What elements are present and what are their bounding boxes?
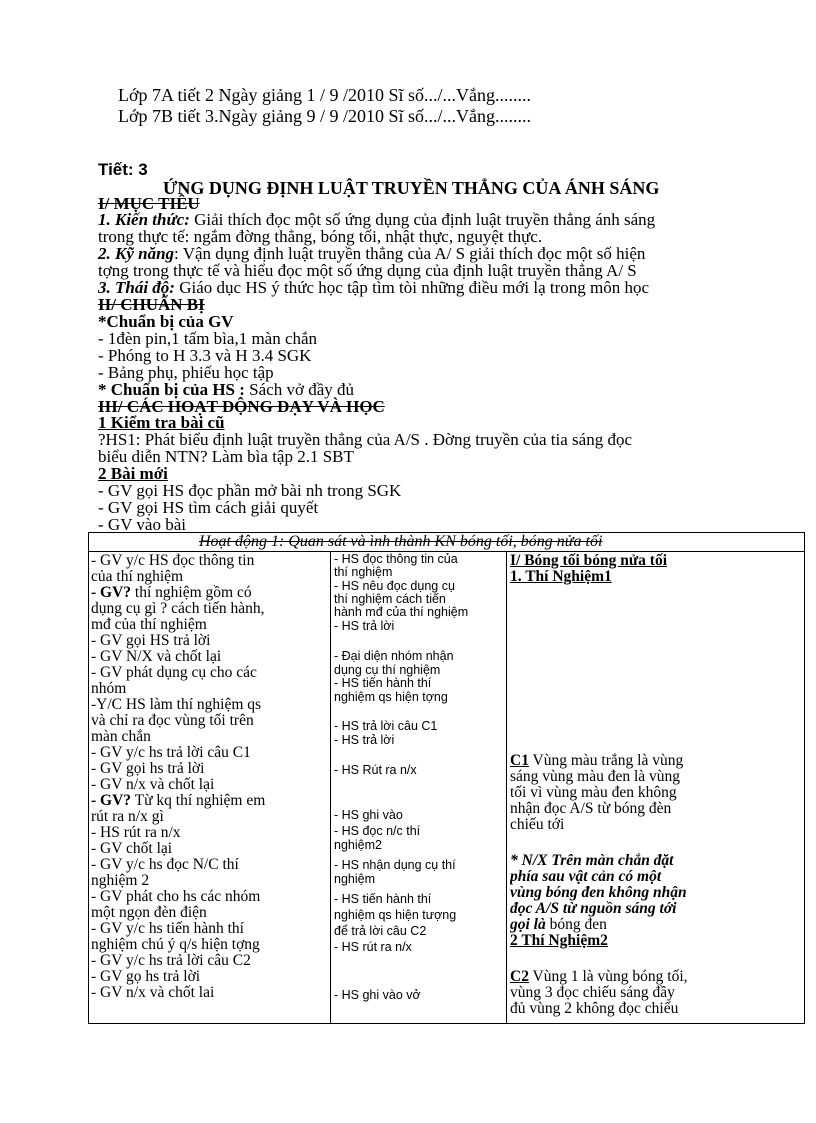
class-7b-line: Lớp 7B tiết 3.Ngày giảng 9 / 9 /2010 Sĩ số.../...Vắng........ xyxy=(118,106,531,126)
cell-text: - GV N/X và chốt lại xyxy=(91,648,222,665)
cell-text: - GV phát cho hs các nhóm xyxy=(91,888,261,905)
cell-text: * N/X Trên màn chắn đặt xyxy=(510,852,674,869)
cell-line xyxy=(334,620,394,633)
cell-text: dụng cụ thí nghiệm xyxy=(334,663,441,677)
cell-text: - HS trả lời xyxy=(334,619,395,633)
cell-text: 2 Thí Nghiệm2 xyxy=(510,932,608,949)
activity-table xyxy=(88,532,805,1024)
cell-text: - GV n/x và chốt lai xyxy=(91,984,215,1001)
cell-text: chiếu tới xyxy=(510,816,565,833)
cell-text: mđ của thí nghiệm xyxy=(91,616,207,633)
cell-text: - GV n/x và chốt lại xyxy=(91,776,215,793)
lesson-number: Tiết: 3 xyxy=(98,160,148,179)
cell-line xyxy=(334,606,468,619)
cell-line xyxy=(510,917,607,933)
cell-text: một ngọn đèn điện xyxy=(91,904,207,921)
cell-line xyxy=(334,566,392,579)
activities-heading: III/ CÁC HOẠT ĐỘNG DẠY VÀ HỌC xyxy=(98,397,385,416)
cell-text: C2 xyxy=(510,968,529,985)
cell-line xyxy=(510,785,677,801)
skill-line-2: tợng trong thực tế và hiểu đọc một số ứng dụng của định luật truyền thẳng A/ S xyxy=(98,261,637,280)
cell-line xyxy=(91,809,164,825)
cell-line xyxy=(334,893,431,906)
cell-line xyxy=(91,585,252,601)
cell-line xyxy=(510,985,675,1001)
cell-text: màn chắn xyxy=(91,728,151,745)
cell-line xyxy=(91,953,251,969)
new-lesson-item: - GV gọi HS tìm cách giải quyết xyxy=(98,498,319,517)
cell-line xyxy=(334,909,456,922)
cell-text: - GV y/c hs đọc N/C thí xyxy=(91,856,239,873)
activity-title: Hoạt động 1: Quan sát và ình thành KN bóng tối, bóng nửa tối xyxy=(199,533,603,550)
cell-line xyxy=(510,885,687,901)
cell-text: tối vì vùng màu đen không xyxy=(510,784,677,801)
cell-line xyxy=(334,691,448,704)
cell-text: nghiệm qs hiện tượng xyxy=(334,908,457,922)
cell-text: -Y/C HS làm thí nghiệm qs xyxy=(91,696,262,713)
cell-text: đọc A/S từ nguồn sáng tới xyxy=(510,900,677,917)
cell-text-rest: bóng đen xyxy=(545,916,607,933)
attitude-label: 3. Thái độ: xyxy=(98,278,175,297)
cell-text: - HS trả lời xyxy=(334,733,395,747)
cell-line xyxy=(91,937,260,953)
check-question-line-1: ?HS1: Phát biểu định luật truyền thẳng của A/S . Đờng truyền của tia sáng đọc xyxy=(98,430,632,449)
cell-line xyxy=(91,857,239,873)
cell-text: - HS ghi vào xyxy=(334,808,403,822)
cell-line xyxy=(334,650,454,663)
cell-text: - GV gọi hs trả lời xyxy=(91,760,205,777)
cell-text: - HS rút ra n/x xyxy=(91,824,181,841)
cell-text: thí nghiệm xyxy=(334,565,393,579)
cell-text: của thí nghiệm xyxy=(91,568,184,585)
cell-line xyxy=(510,869,661,885)
cell-line xyxy=(91,665,257,681)
check-question-line-2: biểu diễn NTN? Làm bìa tập 2.1 SBT xyxy=(98,447,354,466)
cell-line xyxy=(91,745,251,761)
cell-text-rest: Vùng 1 là vùng bóng tối, xyxy=(528,968,688,985)
cell-text: - GV gọi HS trả lời xyxy=(91,632,211,649)
cell-line xyxy=(334,764,417,777)
new-lesson-item: - GV vào bài xyxy=(98,515,186,534)
cell-text: C1 xyxy=(510,752,529,769)
cell-text: - HS tiến hành thí xyxy=(334,676,432,690)
cell-text: - GV y/c HS đọc thông tin xyxy=(91,553,255,569)
cell-line xyxy=(91,889,260,905)
cell-line xyxy=(510,901,676,917)
cell-line xyxy=(91,649,221,665)
cell-line xyxy=(91,729,151,745)
cell-text: nghiệm2 xyxy=(334,838,382,852)
cell-line xyxy=(334,941,412,954)
cell-line xyxy=(510,769,680,785)
cell-line xyxy=(91,793,265,809)
cell-line xyxy=(334,925,426,938)
cell-line xyxy=(334,989,421,1002)
cell-line xyxy=(510,853,674,869)
cell-text: - HS nhận dụng cụ thí xyxy=(334,858,456,872)
cell-line xyxy=(91,713,254,729)
student-prep-label: * Chuẩn bị của HS : xyxy=(98,380,245,399)
new-lesson-item: - GV gọi HS đọc phần mở bài nh trong SGK xyxy=(98,481,402,500)
cell-line xyxy=(510,817,564,833)
cell-line xyxy=(334,809,403,822)
cell-text: - GV? xyxy=(91,792,132,809)
prep-item: - 1đèn pin,1 tấm bìa,1 màn chắn xyxy=(98,329,318,348)
cell-text: - GV? xyxy=(91,584,132,601)
cell-text: nghiệm 2 xyxy=(91,872,150,889)
cell-line xyxy=(91,697,261,713)
student-prep-text: Sách vở đầy đủ xyxy=(244,380,355,399)
cell-text: - HS đọc n/c thí xyxy=(334,824,421,838)
skill-label: 2. Kỹ năng xyxy=(98,244,175,263)
cell-text: nghiệm chú ý q/s hiện tợng xyxy=(91,936,260,953)
cell-text: - HS tiến hành thí xyxy=(334,892,432,906)
cell-line xyxy=(334,825,420,838)
cell-line xyxy=(510,801,671,817)
cell-text: - GV y/c hs tiến hành thí xyxy=(91,920,244,937)
preparation-heading: II/ CHUẨN BỊ xyxy=(98,295,205,314)
skill-text-1: : Vận dụng định luật truyền thẳng của A/ S giải thích đọc một số hiện xyxy=(174,244,646,263)
cell-text: hành mđ của thí nghiệm xyxy=(334,605,469,619)
cell-text-rest: thí nghiệm gồm có xyxy=(131,584,252,601)
new-lesson-heading: 2 Bài mới xyxy=(98,464,168,483)
cell-line xyxy=(91,761,204,777)
column-divider xyxy=(330,551,331,1023)
cell-text: sáng vùng màu đen là vùng xyxy=(510,768,681,785)
cell-line xyxy=(91,617,207,633)
knowledge-text-1: Giải thích đọc một số ứng dụng của định luật truyền thẳng ánh sáng xyxy=(189,210,656,229)
cell-text: phía sau vật cản có một xyxy=(510,868,662,885)
cell-text: - GV gọ hs trả lời xyxy=(91,968,201,985)
cell-text: dụng cụ gì ? cách tiến hành, xyxy=(91,600,265,617)
cell-line xyxy=(510,969,688,985)
cell-line xyxy=(334,839,382,852)
cell-text: I/ Bóng tối bóng nửa tối xyxy=(510,553,668,569)
cell-line xyxy=(91,873,149,889)
cell-line xyxy=(334,720,437,733)
attitude-text: Giáo dục HS ý thức học tập tìm tòi những điều mới lạ trong môn học xyxy=(174,278,650,297)
cell-line xyxy=(510,569,612,585)
cell-text: đủ vùng 2 không đọc chiếu xyxy=(510,1000,679,1017)
cell-line xyxy=(91,681,126,697)
column-divider xyxy=(506,551,507,1023)
lesson-title: ỨNG DỤNG ĐỊNH LUẬT TRUYỀN THẲNG CỦA ÁNH SÁNG xyxy=(163,178,660,198)
cell-line xyxy=(334,873,375,886)
cell-text: rút ra n/x gì xyxy=(91,808,164,825)
cell-line xyxy=(510,933,608,949)
cell-line xyxy=(334,859,456,872)
cell-text: nhận đọc A/S từ bóng đèn xyxy=(510,800,672,817)
cell-text: để trả lời câu C2 xyxy=(334,924,427,938)
teacher-activity-column xyxy=(91,553,326,1023)
cell-text-rest: Từ kq thí nghiệm em xyxy=(131,792,266,809)
cell-text: thí nghiệm cách tiến xyxy=(334,592,446,606)
cell-text: và chỉ ra đọc vùng tối trên xyxy=(91,712,254,729)
cell-line xyxy=(510,753,683,769)
cell-line xyxy=(91,825,181,841)
cell-line xyxy=(91,777,214,793)
content-column xyxy=(510,553,734,1023)
cell-line xyxy=(334,734,394,747)
knowledge-line-2: trong thực tế: ngắm đờng thẳng, bóng tối, nhật thực, nguyệt thực. xyxy=(98,227,543,246)
cell-line xyxy=(91,985,214,1001)
cell-text: - GV phát dụng cụ cho các xyxy=(91,664,257,681)
cell-text: - HS trả lời câu C1 xyxy=(334,719,438,733)
cell-text: nghiệm qs hiện tợng xyxy=(334,690,448,704)
cell-text: - Đại diện nhóm nhận xyxy=(334,649,454,663)
cell-line xyxy=(91,553,254,569)
cell-line xyxy=(91,569,183,585)
cell-line xyxy=(334,677,431,690)
cell-line xyxy=(91,841,172,857)
prep-item: - Bảng phụ, phiếu học tập xyxy=(98,363,274,382)
cell-text: - HS đọc thông tin của xyxy=(334,553,458,566)
cell-line xyxy=(510,553,667,569)
cell-text: vùng bóng đen không nhận xyxy=(510,884,687,901)
class-7a-line: Lớp 7A tiết 2 Ngày giảng 1 / 9 /2010 Sĩ số.../...Vắng........ xyxy=(118,85,531,105)
cell-text: 1. Thí Nghiệm1 xyxy=(510,568,612,585)
cell-text: - HS rút ra n/x xyxy=(334,940,412,954)
student-activity-column xyxy=(334,553,502,1023)
objectives-heading: I/ MỤC TIÊU xyxy=(98,194,200,213)
cell-text: - HS Rút ra n/x xyxy=(334,763,417,777)
cell-text: vùng 3 đọc chiếu sáng đầy xyxy=(510,984,675,1001)
cell-text: - GV y/c hs trả lời câu C2 xyxy=(91,952,251,969)
cell-text: gọi là xyxy=(510,916,546,933)
prep-item: - Phóng to H 3.3 và H 3.4 SGK xyxy=(98,346,312,365)
cell-text-rest: Vùng màu trắng là vùng xyxy=(528,752,684,769)
knowledge-label: 1. Kiến thức: xyxy=(98,210,190,229)
teacher-prep-heading: *Chuẩn bị của GV xyxy=(98,312,234,331)
cell-text: - GV y/c hs trả lời câu C1 xyxy=(91,744,251,761)
cell-line xyxy=(91,921,244,937)
cell-text: nghiệm xyxy=(334,872,375,886)
cell-line xyxy=(91,633,210,649)
check-old-lesson-heading: 1 Kiểm tra bài cũ xyxy=(98,413,225,432)
cell-text: - HS nêu đọc dụng cụ xyxy=(334,579,455,593)
cell-text: - HS ghi vào vở xyxy=(334,988,421,1002)
cell-text: nhóm xyxy=(91,680,127,697)
cell-line xyxy=(510,1001,678,1017)
cell-text: - GV chốt lại xyxy=(91,840,173,857)
cell-line xyxy=(91,601,264,617)
cell-line xyxy=(91,905,207,921)
cell-line xyxy=(91,969,200,985)
